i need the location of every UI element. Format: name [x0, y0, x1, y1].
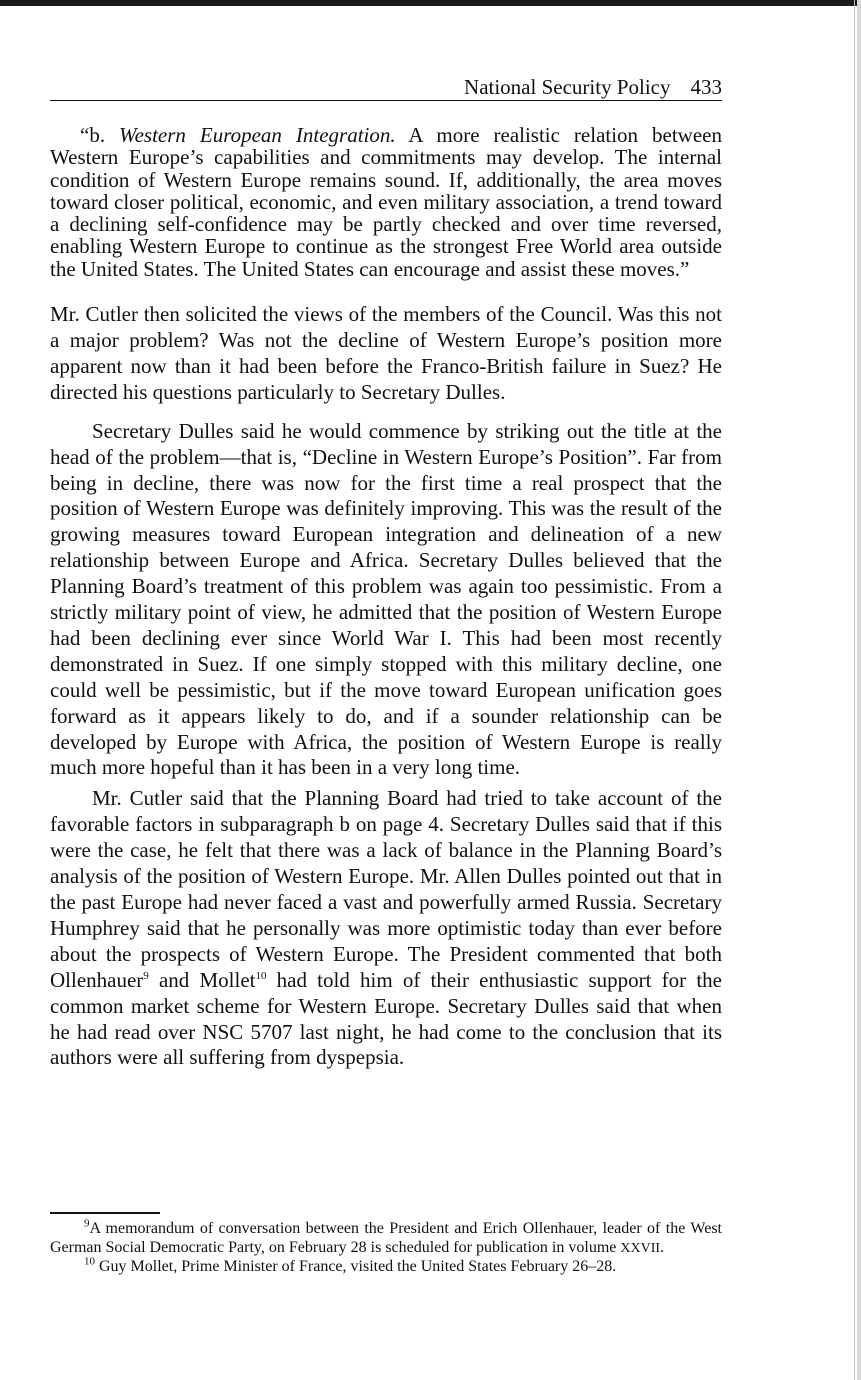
footnote-10 — [50, 1255, 722, 1277]
quote-opening: “b. — [80, 123, 120, 147]
page-number: 433 — [690, 75, 722, 99]
block-quote — [50, 124, 722, 280]
scan-edge-right — [857, 0, 861, 1380]
scan-edge-line — [854, 0, 855, 1380]
paragraph-3-part-b: and Mollet — [148, 967, 256, 992]
footnote-ref-9: 9 — [143, 969, 149, 982]
paragraph-2: Secretary Dulles said he would commence by striking out the title at the head of the problem—that is, “Decline in Western Europe’s Position”. Far from being in decline, there was now for the first time a real prospect that the position of Western Europe was definitely improving. This was the result of the growing measures toward European integration and delineation of a new relationship between Europe and Africa. Secretary Dulles believed that the Planning Board’s treatment of this problem was again too pessimistic. From a strictly military point of view, he admitted that the position of Western Europe had been declining ever since World War I. This had been most recently demonstrated in Suez. If one simply stopped with this military decline, one could well be pessimistic, but if the move toward European unification goes forward as it appears likely to do, and if a sounder relationship can be developed by Europe with Africa, the position of Western Europe is really much more hopeful than it has been in a very long time. — [50, 418, 722, 780]
footnote-9-text: A memorandum of conversation between the President and Erich Ollenhauer, leader of the West German Social Democratic Party, on February 28 is scheduled for publication in volume — [50, 1220, 722, 1256]
footnote-ref-10: 10 — [255, 969, 267, 982]
quote-heading: Western European Integration. — [119, 123, 396, 147]
footnote-9-mark: 9 — [84, 1217, 90, 1230]
paragraph-3 — [50, 786, 722, 1071]
footnote-10-text: Guy Mollet, Prime Minister of France, visited the United States February 26–28. — [95, 1258, 617, 1275]
footnote-9 — [50, 1217, 722, 1258]
paragraph-3-part-c: had told him of their enthusiastic support for the common market scheme for Western Europe. Secretary Dulles said that when he had read over NSC 5707 last night, he had come to the conclusion that its authors were all suffering from dyspepsia. — [50, 967, 723, 1070]
scan-edge-top — [0, 0, 861, 6]
footnote-9-volume: XXVII — [620, 1240, 661, 1256]
quote-text: A more realistic relation between Western Europe’s capabilities and commitments may develop. The internal condition of Western Europe remains sound. If, additionally, the area moves toward closer political, economic, and even military association, a trend toward a declining self-confidence may be partly checked and over time reversed, enabling Western Europe to continue as the strongest Free World area outside the United States. The United States can encourage and assist these moves.” — [50, 123, 722, 281]
running-title: National Security Policy — [464, 75, 671, 99]
paragraph-1: Mr. Cutler then solicited the views of the members of the Council. Was this not a major problem? Was not the decline of Western Europe’s position more apparent now than it had been before the Franco-British failure in Suez? He directed his questions particularly to Secretary Dulles. — [50, 302, 722, 404]
running-header — [50, 74, 722, 101]
footnote-9-end: . — [660, 1238, 665, 1256]
footnotes — [50, 1217, 722, 1277]
paragraph-3-part-a: Mr. Cutler said that the Planning Board had tried to take account of the favorable factors in subparagraph b on page 4. Secretary Dulles said that if this were the case, he felt that there was a lack of balance in the Planning Board’s analysis of the position of Western Europe. Mr. Allen Dulles pointed out that in the past Europe had never faced a vast and powerfully armed Russia. Secretary Humphrey said that he personally was more optimistic today than ever before about the prospects of Western Europe. The President commented that both Ollenhauer — [50, 786, 722, 992]
footnote-divider — [50, 1212, 160, 1214]
page-body — [50, 124, 722, 1071]
footnote-10-mark: 10 — [84, 1255, 95, 1268]
